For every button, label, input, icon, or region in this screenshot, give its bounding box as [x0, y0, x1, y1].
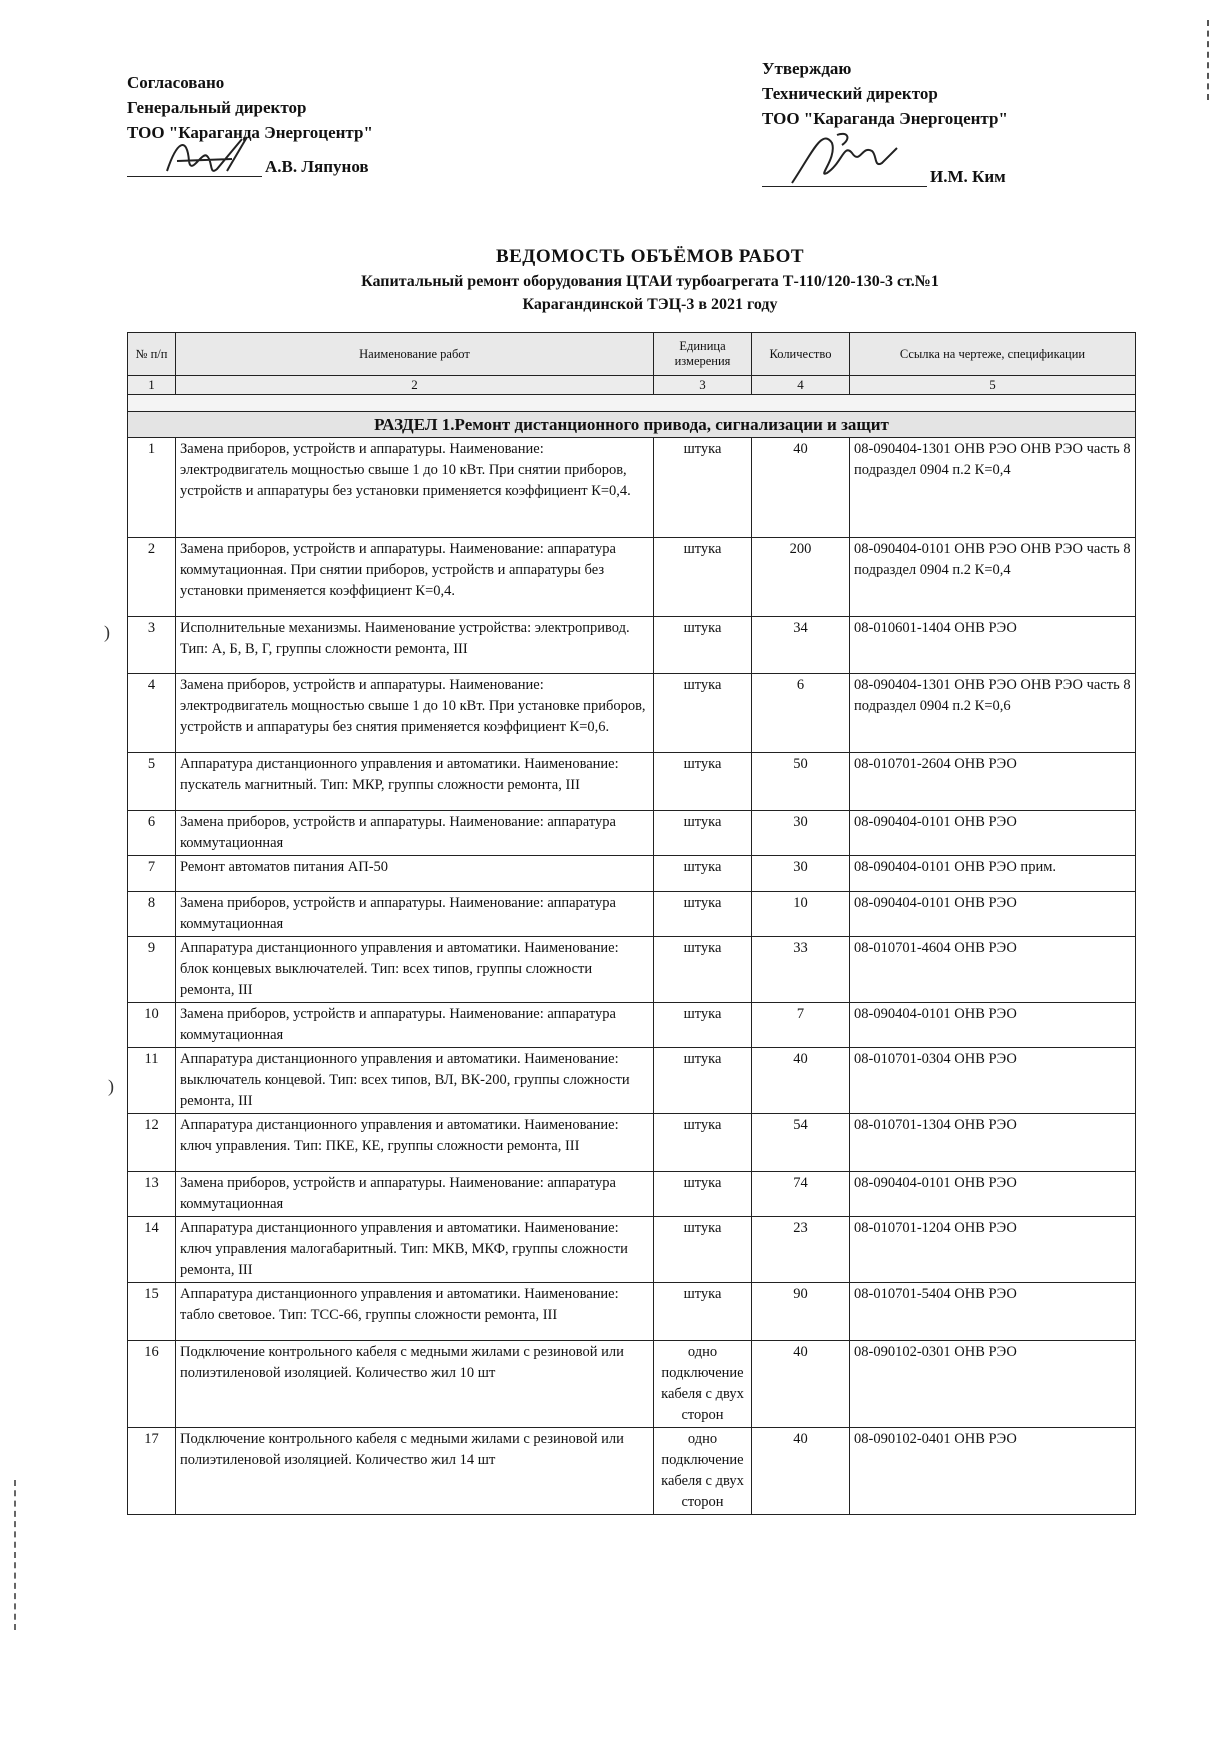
table-body — [128, 438, 1136, 1515]
table-row — [128, 1172, 1136, 1217]
table-row — [128, 1341, 1136, 1428]
signature-underline — [127, 176, 262, 177]
row-ref-cell: 08-010701-2604 ОНВ РЭО — [850, 753, 1136, 811]
row-name-cell: Замена приборов, устройств и аппаратуры. Наименование: аппаратура коммутационная — [176, 811, 654, 856]
row-unit-cell: штука — [654, 617, 752, 674]
column-number: 1 — [128, 376, 176, 395]
section-row — [128, 412, 1136, 438]
header-name: Наименование работ — [176, 333, 654, 376]
row-name-cell: Подключение контрольного кабеля с медными жилами с резиновой или полиэтиленовой изоляцией. Количество жил 14 шт — [176, 1428, 654, 1515]
table-row — [128, 617, 1136, 674]
row-ref-cell: 08-090404-0101 ОНВ РЭО — [850, 1172, 1136, 1217]
row-qty-cell: 23 — [752, 1217, 850, 1283]
row-number-cell: 10 — [128, 1003, 176, 1048]
row-number-cell: 7 — [128, 856, 176, 892]
table-row — [128, 1428, 1136, 1515]
row-number-cell: 12 — [128, 1114, 176, 1172]
row-qty-cell: 7 — [752, 1003, 850, 1048]
row-ref-cell: 08-090404-1301 ОНВ РЭО ОНВ РЭО часть 8 подраздел 0904 п.2 К=0,6 — [850, 674, 1136, 753]
row-number-cell: 14 — [128, 1217, 176, 1283]
header-ref: Ссылка на чертеже, спецификации — [850, 333, 1136, 376]
row-name-cell: Замена приборов, устройств и аппаратуры. Наименование: аппаратура коммутационная — [176, 1172, 654, 1217]
row-ref-cell: 08-090404-0101 ОНВ РЭО — [850, 1003, 1136, 1048]
row-qty-cell: 10 — [752, 892, 850, 937]
row-ref-cell: 08-090404-0101 ОНВ РЭО прим. — [850, 856, 1136, 892]
approval-right-line2: Технический директор — [762, 84, 938, 103]
row-unit-cell: штука — [654, 538, 752, 617]
row-unit-cell: штука — [654, 1172, 752, 1217]
row-ref-cell: 08-010701-1304 ОНВ РЭО — [850, 1114, 1136, 1172]
approval-left-line1: Согласовано — [127, 73, 225, 92]
row-ref-cell: 08-010601-1404 ОНВ РЭО — [850, 617, 1136, 674]
spacer-row — [128, 395, 1136, 412]
table-row — [128, 1217, 1136, 1283]
row-qty-cell: 90 — [752, 1283, 850, 1341]
approval-left-line3: ТОО "Караганда Энергоцентр" — [127, 123, 373, 142]
row-ref-cell: 08-010701-1204 ОНВ РЭО — [850, 1217, 1136, 1283]
row-name-cell: Аппаратура дистанционного управления и автоматики. Наименование: табло световое. Тип: ТСС-66, группы сложности ремонта, III — [176, 1283, 654, 1341]
header-num: № п/п — [128, 333, 176, 376]
row-qty-cell: 200 — [752, 538, 850, 617]
row-unit-cell: штука — [654, 1003, 752, 1048]
signature-underline — [762, 186, 927, 187]
row-name-cell: Аппаратура дистанционного управления и автоматики. Наименование: выключатель концевой. Тип: всех типов, ВЛ, ВК-200, группы сложности ремонта, III — [176, 1048, 654, 1114]
row-ref-cell: 08-090404-0101 ОНВ РЭО — [850, 811, 1136, 856]
row-unit-cell: штука — [654, 1048, 752, 1114]
row-number-cell: 13 — [128, 1172, 176, 1217]
header-qty: Количество — [752, 333, 850, 376]
column-number: 4 — [752, 376, 850, 395]
row-qty-cell: 40 — [752, 438, 850, 538]
row-qty-cell: 34 — [752, 617, 850, 674]
row-qty-cell: 74 — [752, 1172, 850, 1217]
table-row — [128, 1283, 1136, 1341]
row-name-cell: Аппаратура дистанционного управления и автоматики. Наименование: ключ управления. Тип: ПКЕ, КЕ, группы сложности ремонта, III — [176, 1114, 654, 1172]
row-number-cell: 2 — [128, 538, 176, 617]
row-number-cell: 3 — [128, 617, 176, 674]
table-row — [128, 538, 1136, 617]
column-number: 5 — [850, 376, 1136, 395]
signature-right — [782, 123, 912, 193]
row-number-cell: 17 — [128, 1428, 176, 1515]
approval-right-name: И.М. Ким — [930, 167, 1006, 186]
column-number: 3 — [654, 376, 752, 395]
table-row — [128, 856, 1136, 892]
scan-edge-marks — [1207, 20, 1213, 100]
row-name-cell: Замена приборов, устройств и аппаратуры. Наименование: электродвигатель мощностью свыше 1 до 10 кВт. При установке приборов, устройств и аппаратуры без снятия применяется коэффициент К=0,6. — [176, 674, 654, 753]
row-name-cell: Подключение контрольного кабеля с медными жилами с резиновой или полиэтиленовой изоляцией. Количество жил 10 шт — [176, 1341, 654, 1428]
row-qty-cell: 54 — [752, 1114, 850, 1172]
row-name-cell: Исполнительные механизмы. Наименование устройства: электропривод. Тип: А, Б, В, Г, группы сложности ремонта, III — [176, 617, 654, 674]
column-number-row — [128, 376, 1136, 395]
row-unit-cell: штука — [654, 937, 752, 1003]
row-unit-cell: штука — [654, 1283, 752, 1341]
row-qty-cell: 33 — [752, 937, 850, 1003]
row-number-cell: 8 — [128, 892, 176, 937]
row-ref-cell: 08-090404-1301 ОНВ РЭО ОНВ РЭО часть 8 подраздел 0904 п.2 К=0,4 — [850, 438, 1136, 538]
row-number-cell: 15 — [128, 1283, 176, 1341]
row-number-cell: 9 — [128, 937, 176, 1003]
row-name-cell: Аппаратура дистанционного управления и автоматики. Наименование: пускатель магнитный. Тип: МКР, группы сложности ремонта, III — [176, 753, 654, 811]
row-number-cell: 5 — [128, 753, 176, 811]
row-name-cell: Замена приборов, устройств и аппаратуры. Наименование: аппаратура коммутационная — [176, 1003, 654, 1048]
table-row — [128, 1114, 1136, 1172]
table-row — [128, 753, 1136, 811]
header-unit: Единица измерения — [654, 333, 752, 376]
row-name-cell: Ремонт автоматов питания АП-50 — [176, 856, 654, 892]
approval-right-block — [762, 56, 1142, 193]
row-unit-cell: штука — [654, 811, 752, 856]
approval-right-line1: Утверждаю — [762, 59, 852, 78]
row-qty-cell: 40 — [752, 1341, 850, 1428]
approval-left-name: А.В. Ляпунов — [265, 157, 369, 176]
row-ref-cell: 08-010701-0304 ОНВ РЭО — [850, 1048, 1136, 1114]
signature-line-right — [762, 135, 1142, 193]
row-name-cell: Аппаратура дистанционного управления и автоматики. Наименование: ключ управления малогабаритный. Тип: МКВ, МКФ, группы сложности ремонта, III — [176, 1217, 654, 1283]
row-number-cell: 16 — [128, 1341, 176, 1428]
document-title-block — [200, 244, 1100, 316]
row-name-cell: Замена приборов, устройств и аппаратуры. Наименование: аппаратура коммутационная. При снятии приборов, устройств и аппаратуры без установки применяется коэффициент К=0,4. — [176, 538, 654, 617]
table-row — [128, 1048, 1136, 1114]
table-row — [128, 674, 1136, 753]
row-unit-cell: штука — [654, 753, 752, 811]
document-subtitle-2: Карагандинской ТЭЦ-3 в 2021 году — [522, 296, 778, 313]
row-ref-cell: 08-010701-4604 ОНВ РЭО — [850, 937, 1136, 1003]
row-qty-cell: 30 — [752, 856, 850, 892]
margin-bracket-mark: ) — [108, 1076, 114, 1096]
signature-line-left — [127, 149, 507, 183]
table-row — [128, 438, 1136, 538]
row-ref-cell: 08-090102-0301 ОНВ РЭО — [850, 1341, 1136, 1428]
row-qty-cell: 30 — [752, 811, 850, 856]
table-row — [128, 937, 1136, 1003]
column-number: 2 — [176, 376, 654, 395]
scan-edge-marks-left — [14, 1480, 20, 1630]
document-title: ВЕДОМОСТЬ ОБЪЁМОВ РАБОТ — [495, 246, 805, 267]
approval-left-block — [127, 70, 507, 183]
row-number-cell: 1 — [128, 438, 176, 538]
row-unit-cell: штука — [654, 1217, 752, 1283]
row-name-cell: Замена приборов, устройств и аппаратуры. Наименование: аппаратура коммутационная — [176, 892, 654, 937]
row-ref-cell: 08-010701-5404 ОНВ РЭО — [850, 1283, 1136, 1341]
row-ref-cell: 08-090404-0101 ОНВ РЭО — [850, 892, 1136, 937]
table-row — [128, 1003, 1136, 1048]
row-qty-cell: 50 — [752, 753, 850, 811]
row-qty-cell: 40 — [752, 1048, 850, 1114]
row-qty-cell: 6 — [752, 674, 850, 753]
approval-right-line3: ТОО "Караганда Энергоцентр" — [762, 109, 1008, 128]
row-qty-cell: 40 — [752, 1428, 850, 1515]
table-header-row — [128, 333, 1136, 376]
row-number-cell: 4 — [128, 674, 176, 753]
section-title: РАЗДЕЛ 1.Ремонт дистанционного привода, сигнализации и защит — [128, 412, 1136, 438]
row-name-cell: Аппаратура дистанционного управления и автоматики. Наименование: блок концевых выключателей. Тип: всех типов, группы сложности ремонта, III — [176, 937, 654, 1003]
table-row — [128, 892, 1136, 937]
table-row — [128, 811, 1136, 856]
document-subtitle-1: Капитальный ремонт оборудования ЦТАИ турбоагрегата Т-110/120-130-3 ст.№1 — [361, 273, 939, 290]
approval-left-line2: Генеральный директор — [127, 98, 307, 117]
row-number-cell: 6 — [128, 811, 176, 856]
row-number-cell: 11 — [128, 1048, 176, 1114]
row-unit-cell: штука — [654, 438, 752, 538]
row-name-cell: Замена приборов, устройств и аппаратуры. Наименование: электродвигатель мощностью свыше 1 до 10 кВт. При снятии приборов, устройств и аппаратуры без установки применяется коэффициент К=0,4. — [176, 438, 654, 538]
row-unit-cell: одно подключение кабеля с двух сторон — [654, 1428, 752, 1515]
margin-bracket-mark: ) — [104, 622, 110, 642]
row-ref-cell: 08-090404-0101 ОНВ РЭО ОНВ РЭО часть 8 подраздел 0904 п.2 К=0,4 — [850, 538, 1136, 617]
row-unit-cell: одно подключение кабеля с двух сторон — [654, 1341, 752, 1428]
row-unit-cell: штука — [654, 674, 752, 753]
row-unit-cell: штука — [654, 892, 752, 937]
row-unit-cell: штука — [654, 856, 752, 892]
row-ref-cell: 08-090102-0401 ОНВ РЭО — [850, 1428, 1136, 1515]
row-unit-cell: штука — [654, 1114, 752, 1172]
works-table — [127, 332, 1136, 1515]
